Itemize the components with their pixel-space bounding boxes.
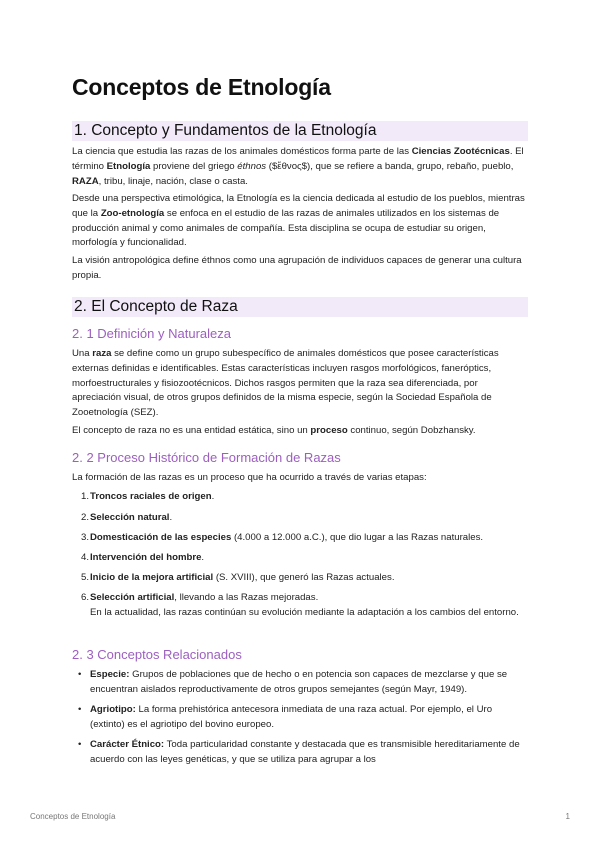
page-title: Conceptos de Etnología — [72, 74, 331, 100]
bullet-icon: • — [78, 669, 82, 680]
paragraph-s2-1-1: Una raza se define como un grupo subespecífico de animales domésticos que posee características externas definidas e identificables. Estas características incluyen rasgos morfológicos, faneróptics, morfoestructurales y fisiozootécnicos. Dichos rasgos permiten que la raza sea diferenciada, por apreciación visual, de otros grupos definidos de la misma especie, según la Sociedad Española de Zooetnología (SEZ). — [72, 348, 499, 419]
paragraph-s2-2-intro: La formación de las razas es un proceso que ha ocurrido a través de varias etapas: — [72, 472, 427, 483]
subsection-heading-2-3: 2. 3 Conceptos Relacionados — [72, 647, 242, 662]
section-heading-1: 1. Concepto y Fundamentos de la Etnología — [72, 121, 528, 141]
subsection-heading-2-2: 2. 2 Proceso Histórico de Formación de Razas — [72, 450, 341, 465]
footer-title: Conceptos de Etnología — [30, 812, 116, 821]
footer-page-number: 1 — [565, 812, 570, 821]
section-heading-2: 2. El Concepto de Raza — [72, 297, 528, 317]
subsection-heading-2-1: 2. 1 Definición y Naturaleza — [72, 326, 231, 341]
paragraph-s1-2: Desde una perspectiva etimológica, la Etnología es la ciencia dedicada al estudio de los pueblos, mientras que la Zoo-etnología se enfoca en el estudio de las razas de animales utilizados en los sistemas de producción animal y como animales de compañía. Esta disciplina se ocupa de estudiar su origen, morfología y funcionalidad. — [72, 193, 525, 249]
paragraph-s1-3: La visión antropológica define éthnos como una agrupación de individuos capaces de generar una cultura propia. — [72, 255, 522, 281]
paragraph-s2-1-2: El concepto de raza no es una entidad estática, sino un proceso continuo, según Dobzhansky. — [72, 425, 476, 436]
bullet-icon: • — [78, 739, 82, 750]
bullet-icon: • — [78, 704, 82, 715]
paragraph-s1-1: La ciencia que estudia las razas de los animales domésticos forma parte de las Ciencias Zootécnicas. El término Etnología proviene del griego éthnos ($ἔθνος$), que se refiere a banda, grupo, rebaño, pueblo, RAZA, tribu, linaje, nación, clase o casta. — [72, 146, 524, 187]
